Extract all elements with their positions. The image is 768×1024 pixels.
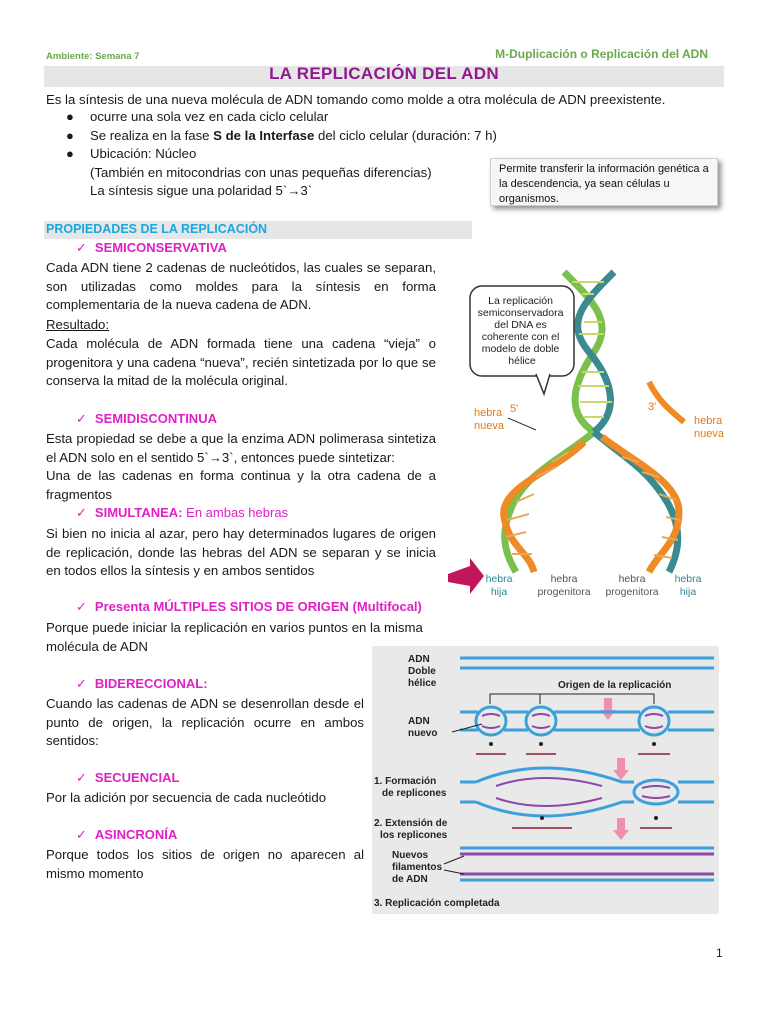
simultanea-text: Si bien no inicia al azar, pero hay determinados lugares de origen de replicación, donde las hebras del ADN se separan y se inicia en todos ellos la síntesis y en ambos sentidos bbox=[46, 526, 436, 579]
label-5prime: 5' bbox=[510, 403, 519, 415]
property-secuencial: ✓ SECUENCIAL bbox=[76, 770, 180, 785]
svg-text:nueva: nueva bbox=[474, 420, 504, 432]
check-icon: ✓ bbox=[76, 676, 87, 691]
property-asincronia: ✓ ASINCRONÍA bbox=[76, 827, 178, 842]
result-label: Resultado: bbox=[46, 317, 110, 332]
property-simultanea: ✓ SIMULTANEA: En ambas hebras bbox=[76, 505, 289, 520]
page-title: LA REPLICACIÓN DEL ADN bbox=[269, 64, 499, 83]
replicon-figure bbox=[372, 646, 719, 914]
semidiscontinua-text2: Una de las cadenas en forma continua y la otra cadena de a fragmentos bbox=[46, 468, 436, 502]
bullet-subline: (También en mitocondrias con unas pequeñas diferencias) bbox=[90, 164, 432, 180]
asincronia-text: Porque todos los sitios de origen no aparecen al mismo momento bbox=[46, 847, 364, 881]
svg-text:nueva: nueva bbox=[694, 428, 724, 440]
check-icon: ✓ bbox=[76, 240, 87, 255]
bullet-item: ● ocurre una sola vez en cada ciclo celular bbox=[62, 108, 502, 127]
label-step2: 2. Extensión de los replicones bbox=[374, 818, 448, 841]
property-semiconservativa: ✓ SEMICONSERVATIVA bbox=[76, 240, 227, 255]
intro-text: Es la síntesis de una nueva molécula de ADN tomando como molde a otra molécula de ADN preexistente. bbox=[46, 92, 666, 107]
bullet-icon: ● bbox=[66, 146, 74, 162]
semidiscontinua-text: Esta propiedad se debe a que la enzima ADN polimerasa sintetiza el ADN solo en el sentido 5`→3`, entonces puede sintetizar: bbox=[46, 431, 436, 465]
label-hebra-hija: hebra hija bbox=[485, 573, 513, 598]
label-origen: Origen de la replicación bbox=[558, 680, 672, 691]
double-helix-figure bbox=[444, 262, 734, 606]
bubble-text: La replicación semiconservadora del DNA es coherente con el modelo de doble hélice bbox=[477, 295, 564, 367]
property-semidiscontinua: ✓ SEMIDISCONTINUA bbox=[76, 411, 217, 426]
bidireccional-text: Cuando las cadenas de ADN se desenrollan desde el punto de origen, la replicación ocurre en ambos sentidos: bbox=[46, 696, 364, 749]
page-number: 1 bbox=[716, 946, 723, 960]
label-hebra-progenitora: hebra progenitora bbox=[605, 573, 659, 598]
property-multifocal: ✓ Presenta MÚLTIPLES SITIOS DE ORIGEN (Multifocal) bbox=[76, 599, 422, 614]
secuencial-text: Por la adición por secuencia de cada nucleótido bbox=[46, 790, 327, 805]
label-3prime: 3' bbox=[648, 401, 657, 413]
label-hebra-nueva-left: hebra bbox=[474, 407, 503, 419]
section-title: PROPIEDADES DE LA REPLICACIÓN bbox=[46, 222, 268, 236]
label-adn-doble-helice: ADN Doble hélice bbox=[408, 654, 437, 689]
bullet-icon: ● bbox=[66, 127, 74, 143]
header-week: Ambiente: Semana 7 bbox=[46, 51, 140, 62]
multifocal-text: Porque puede iniciar la replicación en varios puntos en la misma molécula de ADN bbox=[46, 620, 423, 654]
check-icon: ✓ bbox=[76, 599, 87, 614]
check-icon: ✓ bbox=[76, 411, 87, 426]
bullet-subline: La síntesis sigue una polaridad 5`→3` bbox=[90, 183, 313, 199]
check-icon: ✓ bbox=[76, 505, 87, 520]
bullet-item: ● Ubicación: Núcleo (También en mitocondrias con unas pequeñas diferencias) La síntesis sigue una polaridad 5`→3` bbox=[62, 145, 502, 201]
arrow-icon bbox=[448, 558, 484, 594]
label-adn-nuevo: ADN nuevo bbox=[408, 716, 438, 739]
semiconservativa-text: Cada ADN tiene 2 cadenas de nucleótidos, las cuales se separan, son utilizadas como moldes para la síntesis en forma complementaria de la nueva cadena de ADN. bbox=[46, 260, 436, 313]
helix-left-daughter bbox=[504, 432, 594, 572]
label-hebra-progenitora: hebra progenitora bbox=[537, 573, 591, 598]
header-topic: M-Duplicación o Replicación del ADN bbox=[495, 47, 708, 61]
label-hebra-nueva-right: hebra bbox=[694, 415, 723, 427]
bullet-item: ● Se realiza en la fase S de la Interfase del ciclo celular (duración: 7 h) bbox=[62, 127, 502, 146]
property-bidireccional: ✓ BIDERECCIONAL: bbox=[76, 676, 208, 691]
check-icon: ✓ bbox=[76, 827, 87, 842]
label-step1: 1. Formación de replicones bbox=[374, 776, 447, 799]
label-nuevos-filamentos: Nuevos filamentos de ADN bbox=[392, 850, 443, 885]
callout-box: Permite transferir la información genética a la descendencia, ya sean células u organismos. bbox=[490, 158, 718, 206]
result-text: Cada molécula de ADN formada tiene una cadena “vieja” o progenitora y una cadena “nueva”, recién sintetizada por lo que se conserva la mitad de la molécula original. bbox=[46, 336, 436, 389]
check-icon: ✓ bbox=[76, 770, 87, 785]
label-hebra-hija: hebra hija bbox=[674, 573, 702, 598]
intro-bullets bbox=[62, 108, 502, 201]
label-step3: 3. Replicación completada bbox=[374, 898, 500, 909]
bullet-icon: ● bbox=[66, 109, 74, 124]
